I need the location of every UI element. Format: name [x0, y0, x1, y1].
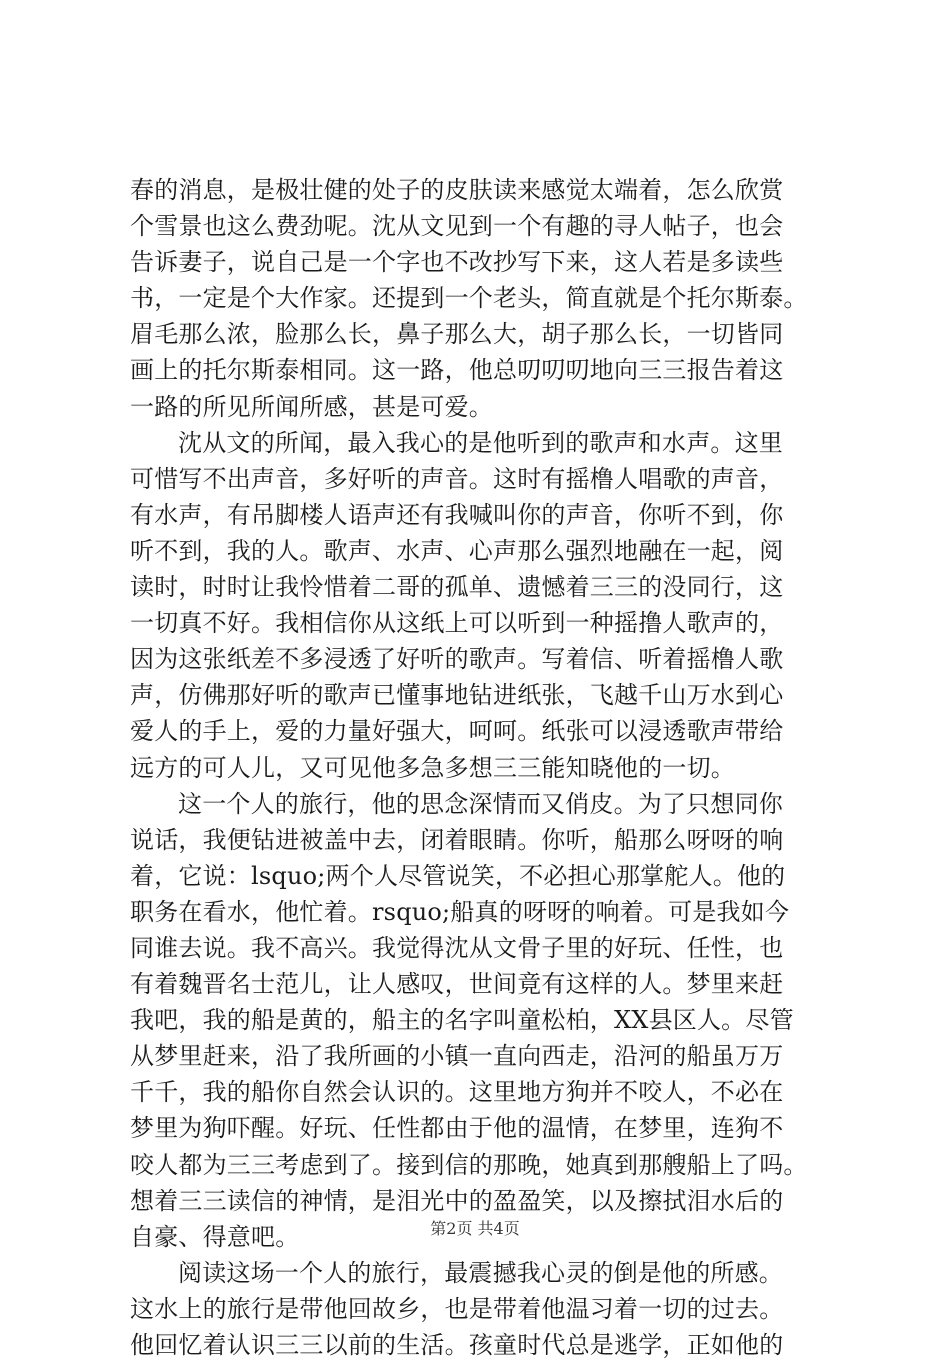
body-text: [130, 172, 850, 1363]
text-line: 想着三三读信的神情，是泪光中的盈盈笑，以及擦拭泪水后的: [130, 1186, 784, 1215]
text-line: 沈从文的所闻，最入我心的是他听到的歌声和水声。这里: [178, 428, 783, 457]
text-line: 阅读这场一个人的旅行，最震撼我心灵的倒是他的所感。: [178, 1258, 783, 1287]
text-line: 同谁去说。我不高兴。我觉得沈从文骨子里的好玩、任性，也: [130, 933, 784, 962]
text-line: 告诉妻子，说自己是一个字也不改抄写下来，这人若是多读些: [130, 248, 784, 277]
text-line: 这水上的旅行是带他回故乡，也是带着他温习着一切的过去。: [130, 1294, 784, 1323]
page-footer: 第2页 共4页: [430, 1219, 520, 1238]
text-line: 声，仿佛那好听的歌声已懂事地钻进纸张，飞越千山万水到心: [130, 681, 784, 710]
text-line: 远方的可人儿，又可见他多急多想三三能知晓他的一切。: [130, 753, 735, 782]
text-line: 听不到，我的人。歌声、水声、心声那么强烈地融在一起，阅: [130, 536, 784, 565]
text-line: 有着魏晋名士范儿，让人感叹，世间竟有这样的人。梦里来赶: [130, 970, 784, 999]
text-line: 我吧，我的船是黄的，船主的名字叫童松柏，XX县区人。尽管: [130, 1006, 794, 1035]
text-line: 千千，我的船你自然会认识的。这里地方狗并不咬人，不必在: [130, 1078, 784, 1107]
text-line: 书，一定是个大作家。还提到一个老头，简直就是个托尔斯泰。: [130, 284, 808, 313]
text-line: 一切真不好。我相信你从这纸上可以听到一种摇撸人歌声的，: [130, 609, 784, 638]
text-line: 有水声，有吊脚楼人语声还有我喊叫你的声音，你听不到，你: [130, 500, 784, 529]
text-line: 咬人都为三三考虑到了。接到信的那晚，她真到那艘船上了吗。: [130, 1150, 808, 1179]
text-line: 说话，我便钻进被盖中去，闭着眼睛。你听，船那么呀呀的响: [130, 825, 784, 854]
text-line: 可惜写不出声音，多好听的声音。这时有摇橹人唱歌的声音，: [130, 464, 784, 493]
text-line: 这一个人的旅行，他的思念深情而又俏皮。为了只想同你: [178, 789, 783, 818]
text-line: 春的消息，是极壮健的处子的皮肤读来感觉太端着，怎么欣赏: [130, 176, 784, 204]
text-line: 爱人的手上，爱的力量好强大，呵呵。纸张可以浸透歌声带给: [130, 717, 784, 746]
text-line: 梦里为狗吓醒。好玩、任性都由于他的温情，在梦里，连狗不: [130, 1114, 784, 1143]
text-line: 读时，时时让我怜惜着二哥的孤单、遗憾着三三的没同行，这: [130, 573, 784, 602]
text-line: 自豪、得意吧。: [130, 1222, 300, 1251]
text-line: 一路的所见所闻所感，甚是可爱。: [130, 392, 493, 421]
text-line: 画上的托尔斯泰相同。这一路，他总叨叨叨地向三三报告着这: [130, 356, 784, 385]
text-line: 从梦里赶来，沿了我所画的小镇一直向西走，沿河的船虽万万: [130, 1042, 784, 1071]
text-line: 个雪景也这么费劲呢。沈从文见到一个有趣的寻人帖子，也会: [130, 212, 784, 241]
text-line: 眉毛那么浓，脸那么长，鼻子那么大，胡子那么长，一切皆同: [130, 320, 784, 349]
text-line: 因为这张纸差不多浸透了好听的歌声。写着信、听着摇橹人歌: [130, 645, 784, 674]
text-line: 职务在看水，他忙着。rsquo;船真的呀呀的响着。可是我如今: [130, 897, 790, 926]
text-line: 着，它说：lsquo;两个人尽管说笑，不必担心那掌舵人。他的: [130, 861, 786, 890]
text-line: 他回忆着认识三三以前的生活。孩童时代总是逃学，正如他的: [130, 1331, 784, 1359]
